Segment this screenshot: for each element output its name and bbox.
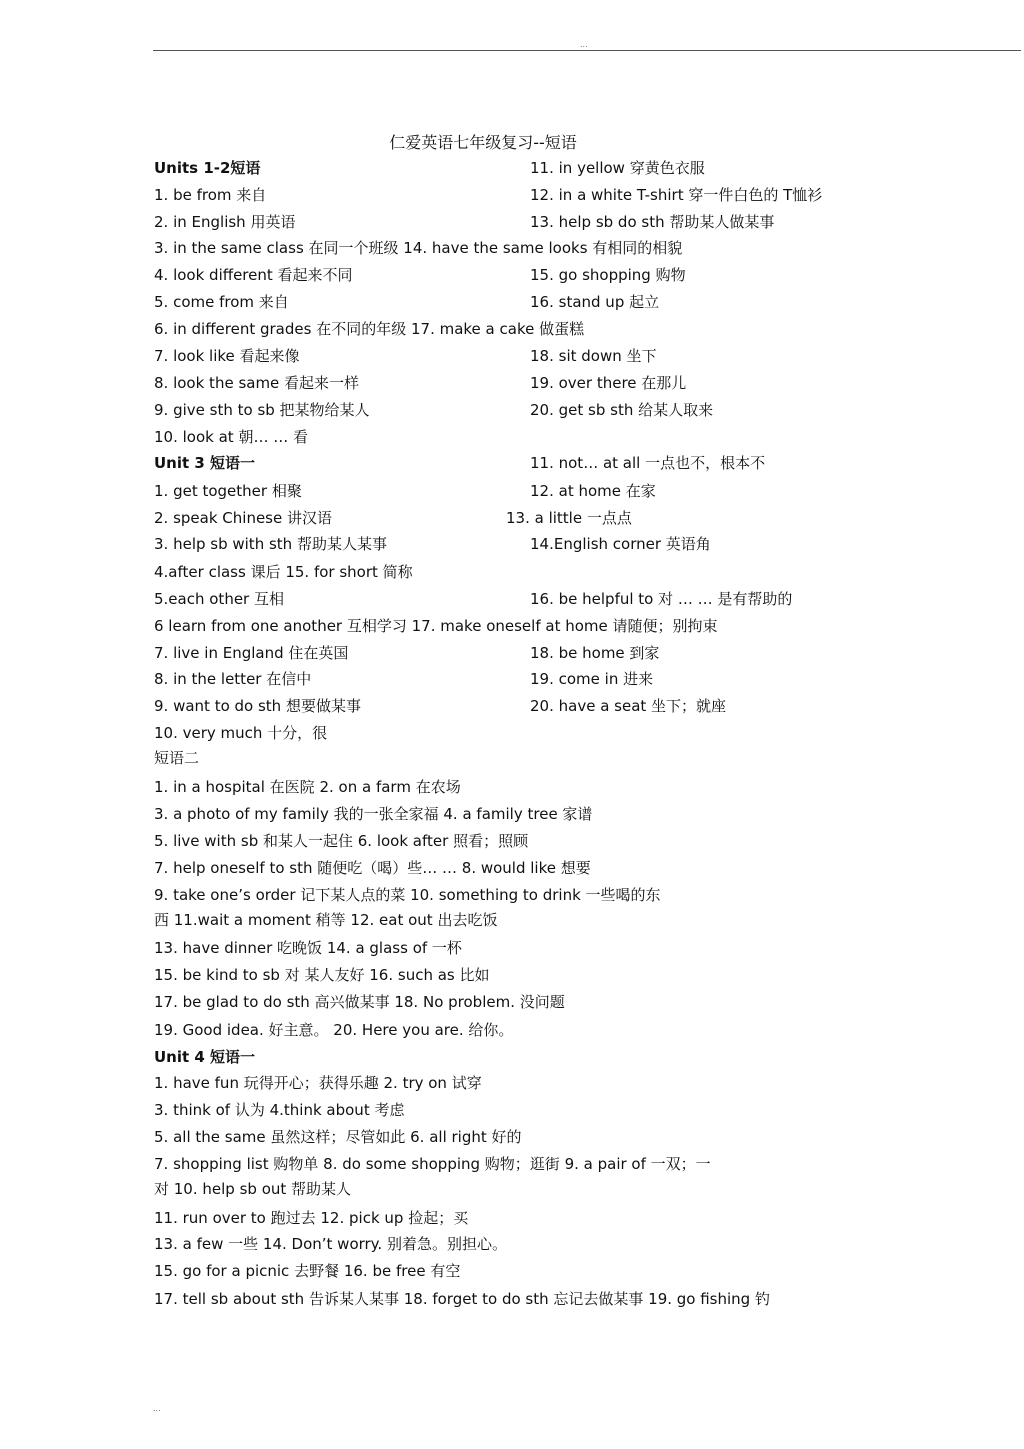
section-heading: Unit 3 短语一 xyxy=(154,454,256,472)
list-item: 14.English corner 英语角 xyxy=(530,535,711,553)
list-item: 12. in a white T-shirt 穿一件白色的 T恤衫 xyxy=(530,186,823,204)
list-item: 13. help sb do sth 帮助某人做某事 xyxy=(530,213,775,231)
list-item: 7. look like 看起来像 xyxy=(154,347,300,365)
list-item: 3. help sb with sth 帮助某人某事 xyxy=(154,535,387,553)
list-item: 16. be helpful to 对 … … 是有帮助的 xyxy=(530,590,793,608)
list-item: 5.each other 互相 xyxy=(154,590,284,608)
page-title: 仁爱英语七年级复习--短语 xyxy=(389,133,577,152)
list-item: 2. in English 用英语 xyxy=(154,213,296,231)
list-item: 7. shopping list 购物单 8. do some shopping 购物；逛街 9. a pair of 一双；一 xyxy=(154,1155,711,1173)
list-item: 5. all the same 虽然这样；尽管如此 6. all right 好的 xyxy=(154,1128,522,1146)
section-heading: Unit 4 短语一 xyxy=(154,1048,256,1066)
section-heading: 短语二 xyxy=(154,749,200,767)
list-item: 2. speak Chinese 讲汉语 xyxy=(154,509,332,527)
list-item: 6 learn from one another 互相学习 17. make oneself at home 请随便；别拘束 xyxy=(154,617,718,635)
list-item: 8. in the letter 在信中 xyxy=(154,670,312,688)
list-item: 4.after class 课后 15. for short 简称 xyxy=(154,563,413,581)
list-item: 20. have a seat 坐下；就座 xyxy=(530,697,727,715)
list-item: 13. a little 一点点 xyxy=(506,509,632,527)
list-item: 1. have fun 玩得开心；获得乐趣 2. try on 试穿 xyxy=(154,1074,482,1092)
list-item: 7. help oneself to sth 随便吃（喝）些… … 8. would like 想要 xyxy=(154,859,591,877)
list-item: 19. over there 在那儿 xyxy=(530,374,687,392)
list-item: 1. be from 来自 xyxy=(154,186,267,204)
footer-dots: ... xyxy=(153,1404,161,1413)
list-item: 17. be glad to do sth 高兴做某事 18. No problem. 没问题 xyxy=(154,993,565,1011)
list-item: 15. be kind to sb 对 某人友好 16. such as 比如 xyxy=(154,966,490,984)
list-item: 19. Good idea. 好主意。 20. Here you are. 给你。 xyxy=(154,1021,514,1039)
list-item: 9. want to do sth 想要做某事 xyxy=(154,697,361,715)
list-item: 11. in yellow 穿黄色衣服 xyxy=(530,159,705,177)
list-item: 17. tell sb about sth 告诉某人某事 18. forget to do sth 忘记去做某事 19. go fishing 钓 xyxy=(154,1290,770,1308)
list-item: 20. get sb sth 给某人取来 xyxy=(530,401,714,419)
list-item: 19. come in 进来 xyxy=(530,670,654,688)
header-dots: ... xyxy=(580,40,588,49)
list-item: 6. in different grades 在不同的年级 17. make a cake 做蛋糕 xyxy=(154,320,585,338)
list-item: 4. look different 看起来不同 xyxy=(154,266,353,284)
list-item: 1. in a hospital 在医院 2. on a farm 在农场 xyxy=(154,778,461,796)
list-item: 12. at home 在家 xyxy=(530,482,656,500)
list-item: 13. a few 一些 14. Don’t worry. 别着急。别担心。 xyxy=(154,1235,507,1253)
list-item: 18. be home 到家 xyxy=(530,644,660,662)
list-item: 15. go shopping 购物 xyxy=(530,266,686,284)
list-item: 11. not… at all 一点也不，根本不 xyxy=(530,454,766,472)
list-item: 5. come from 来自 xyxy=(154,293,289,311)
list-item: 3. a photo of my family 我的一张全家福 4. a family tree 家谱 xyxy=(154,805,593,823)
list-item: 3. think of 认为 4.think about 考虑 xyxy=(154,1101,405,1119)
header-rule xyxy=(153,50,1021,51)
list-item: 10. look at 朝… … 看 xyxy=(154,428,308,446)
list-item: 3. in the same class 在同一个班级 14. have the same looks 有相同的相貌 xyxy=(154,239,683,257)
list-item: 9. give sth to sb 把某物给某人 xyxy=(154,401,370,419)
list-item: 7. live in England 住在英国 xyxy=(154,644,349,662)
list-item: 13. have dinner 吃晚饭 14. a glass of 一杯 xyxy=(154,939,462,957)
list-item: 1. get together 相聚 xyxy=(154,482,302,500)
list-item: 18. sit down 坐下 xyxy=(530,347,657,365)
list-item: 15. go for a picnic 去野餐 16. be free 有空 xyxy=(154,1262,461,1280)
list-item: 8. look the same 看起来一样 xyxy=(154,374,360,392)
list-item: 16. stand up 起立 xyxy=(530,293,660,311)
list-item: 11. run over to 跑过去 12. pick up 捡起；买 xyxy=(154,1209,469,1227)
list-item: 西 11.wait a moment 稍等 12. eat out 出去吃饭 xyxy=(154,911,498,929)
list-item: 5. live with sb 和某人一起住 6. look after 照看；照顾 xyxy=(154,832,529,850)
list-item: 9. take one’s order 记下某人点的菜 10. something to drink 一些喝的东 xyxy=(154,886,661,904)
list-item: 10. very much 十分，很 xyxy=(154,724,328,742)
list-item: 对 10. help sb out 帮助某人 xyxy=(154,1180,352,1198)
section-heading: Units 1-2短语 xyxy=(154,159,261,177)
